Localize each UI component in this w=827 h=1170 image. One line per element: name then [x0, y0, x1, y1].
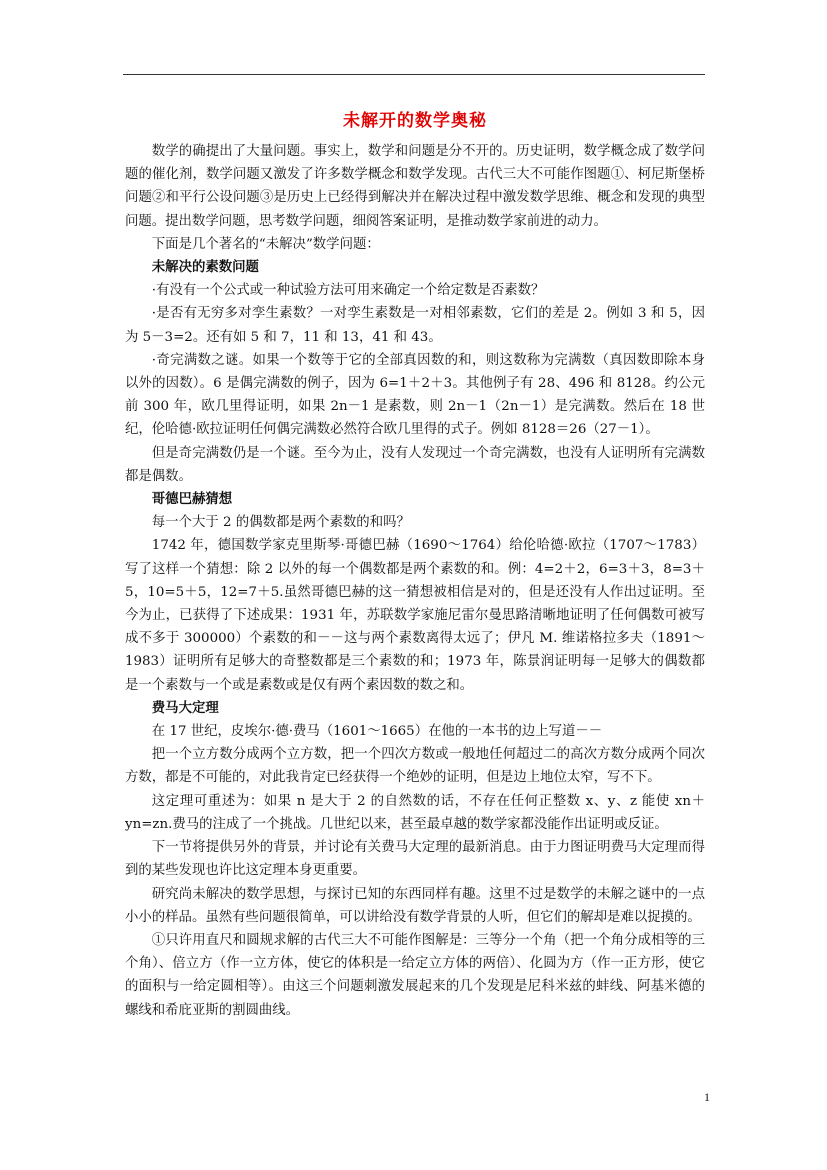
document-title: 未解开的数学奥秘: [343, 111, 487, 131]
goldbach-history: 1742 年，德国数学家克里斯琴·哥德巴赫（1690～1764）给伦哈德·欧拉（1707～1783）写了这样一个猜想：除 2 以外的每一个偶数都是两个素数的和。例：4=2＋2，6=3＋3，8=3＋5，10=5＋5，12=7＋5.虽然哥德巴赫的这一猜想被相信是对的，但是还没有人作出过证明。至今为止，已获得了下述成果：1931 年，苏联数学家施尼雷尔曼思路清晰地证明了任何偶数可被写成不多于 300000）个素数的和－－这与两个素数离得太远了；伊凡 M. 维诺格拉多夫（1891～1983）证明所有足够大的奇整数都是三个素数的和；1973 年，陈景润证明每一足够大的偶数都是一个素数与一个或是素数或是仅有两个素因数的数之和。: [125, 538, 705, 693]
list-intro: 下面是几个著名的“未解决”数学问题：: [151, 236, 380, 252]
document-body: [125, 108, 705, 1022]
primes-item-twin: ·是否有无穷多对孪生素数？一对孪生素数是一对相邻素数，它们的差是 2。例如 3 和 5，因为 5－3=2。还有如 5 和 7，11 和 13，41 和 43。: [125, 306, 705, 345]
fermat-restatement: 这定理可重述为：如果 n 是大于 2 的自然数的话，不存在任何正整数 x、y、z 能使 xn＋yn=zn.费马的注成了一个挑战。几世纪以来，甚至最卓越的数学家都没能作出证明或反证。: [125, 793, 705, 832]
goldbach-question: 每一个大于 2 的偶数都是两个素数的和吗？: [151, 515, 410, 531]
header-rule: [123, 74, 705, 75]
page-number: 1: [704, 1090, 710, 1104]
primes-item-formula: ·有没有一个公式或一种试验方法可用来确定一个给定数是否素数？: [151, 283, 545, 299]
section-heading-primes: 未解决的素数问题: [151, 259, 259, 276]
fermat-quote: 把一个立方数分成两个立方数，把一个四次方数或一般地任何超过二的高次方数分成两个同次方数，都是不可能的，对此我肯定已经获得一个绝妙的证明，但是边上地位太窄，写不下。: [125, 747, 705, 786]
primes-item-perfect: ·奇完满数之谜。如果一个数等于它的全部真因数的和，则这数称为完满数（真因数即除本身以外的因数）。6 是偶完满数的例子，因为 6=1＋2＋3。其他例子有 28、496 和 8128。约公元前 300 年，欧几里得证明，如果 2n－1 是素数，则 2n－1（2n－1）是完满数。然后在 18 世纪，伦哈德·欧拉证明任何偶完满数必然符合欧几里得的式子。例如 8128＝26（27－1）。: [125, 352, 705, 438]
section-heading-goldbach: 哥德巴赫猜想: [151, 491, 233, 508]
fermat-intro: 在 17 世纪，皮埃尔·德·费马（1601～1665）在他的一本书的边上写道－－: [151, 724, 603, 740]
odd-perfect-paragraph: 但是奇完满数仍是一个谜。至今为止，没有人发现过一个奇完满数，也没有人证明所有完满数都是偶数。: [125, 445, 705, 484]
section-heading-fermat: 费马大定理: [151, 699, 219, 716]
intro-paragraph: 数学的确提出了大量问题。事实上，数学和问题是分不开的。历史证明，数学概念成了数学问题的催化剂，数学问题又激发了许多数学概念和数学发现。古代三大不可能作图题①、柯尼斯堡桥问题②和平行公设问题③是历史上已经得到解决并在解决过程中激发数学思维、概念和发现的典型问题。提出数学问题，思考数学问题，细阅答案证明，是推动数学家前进的动力。: [125, 144, 705, 229]
closing-paragraph: 研究尚未解决的数学思想，与探讨已知的东西同样有趣。这里不过是数学的未解之谜中的一点小小的样品。虽然有些问题很简单，可以讲给没有数学背景的人听，但它们的解却是难以捉摸的。: [125, 886, 705, 925]
fermat-next-section: 下一节将提供另外的背景，并讨论有关费马大定理的最新消息。由于力图证明费马大定理而得到的某些发现也许比这定理本身更重要。: [125, 840, 705, 879]
footnote-1: ①只许用直尺和圆规求解的古代三大不可能作图解是：三等分一个角（把一个角分成相等的三个角）、倍立方（作一立方体，使它的体积是一给定立方体的两倍）、化圆为方（作一正方形，使它的面积与一给定圆相等）。由这三个问题刺激发展起来的几个发现是尼科米兹的蚌线、阿基米德的螺线和希庇亚斯的割圆曲线。: [125, 932, 705, 1018]
